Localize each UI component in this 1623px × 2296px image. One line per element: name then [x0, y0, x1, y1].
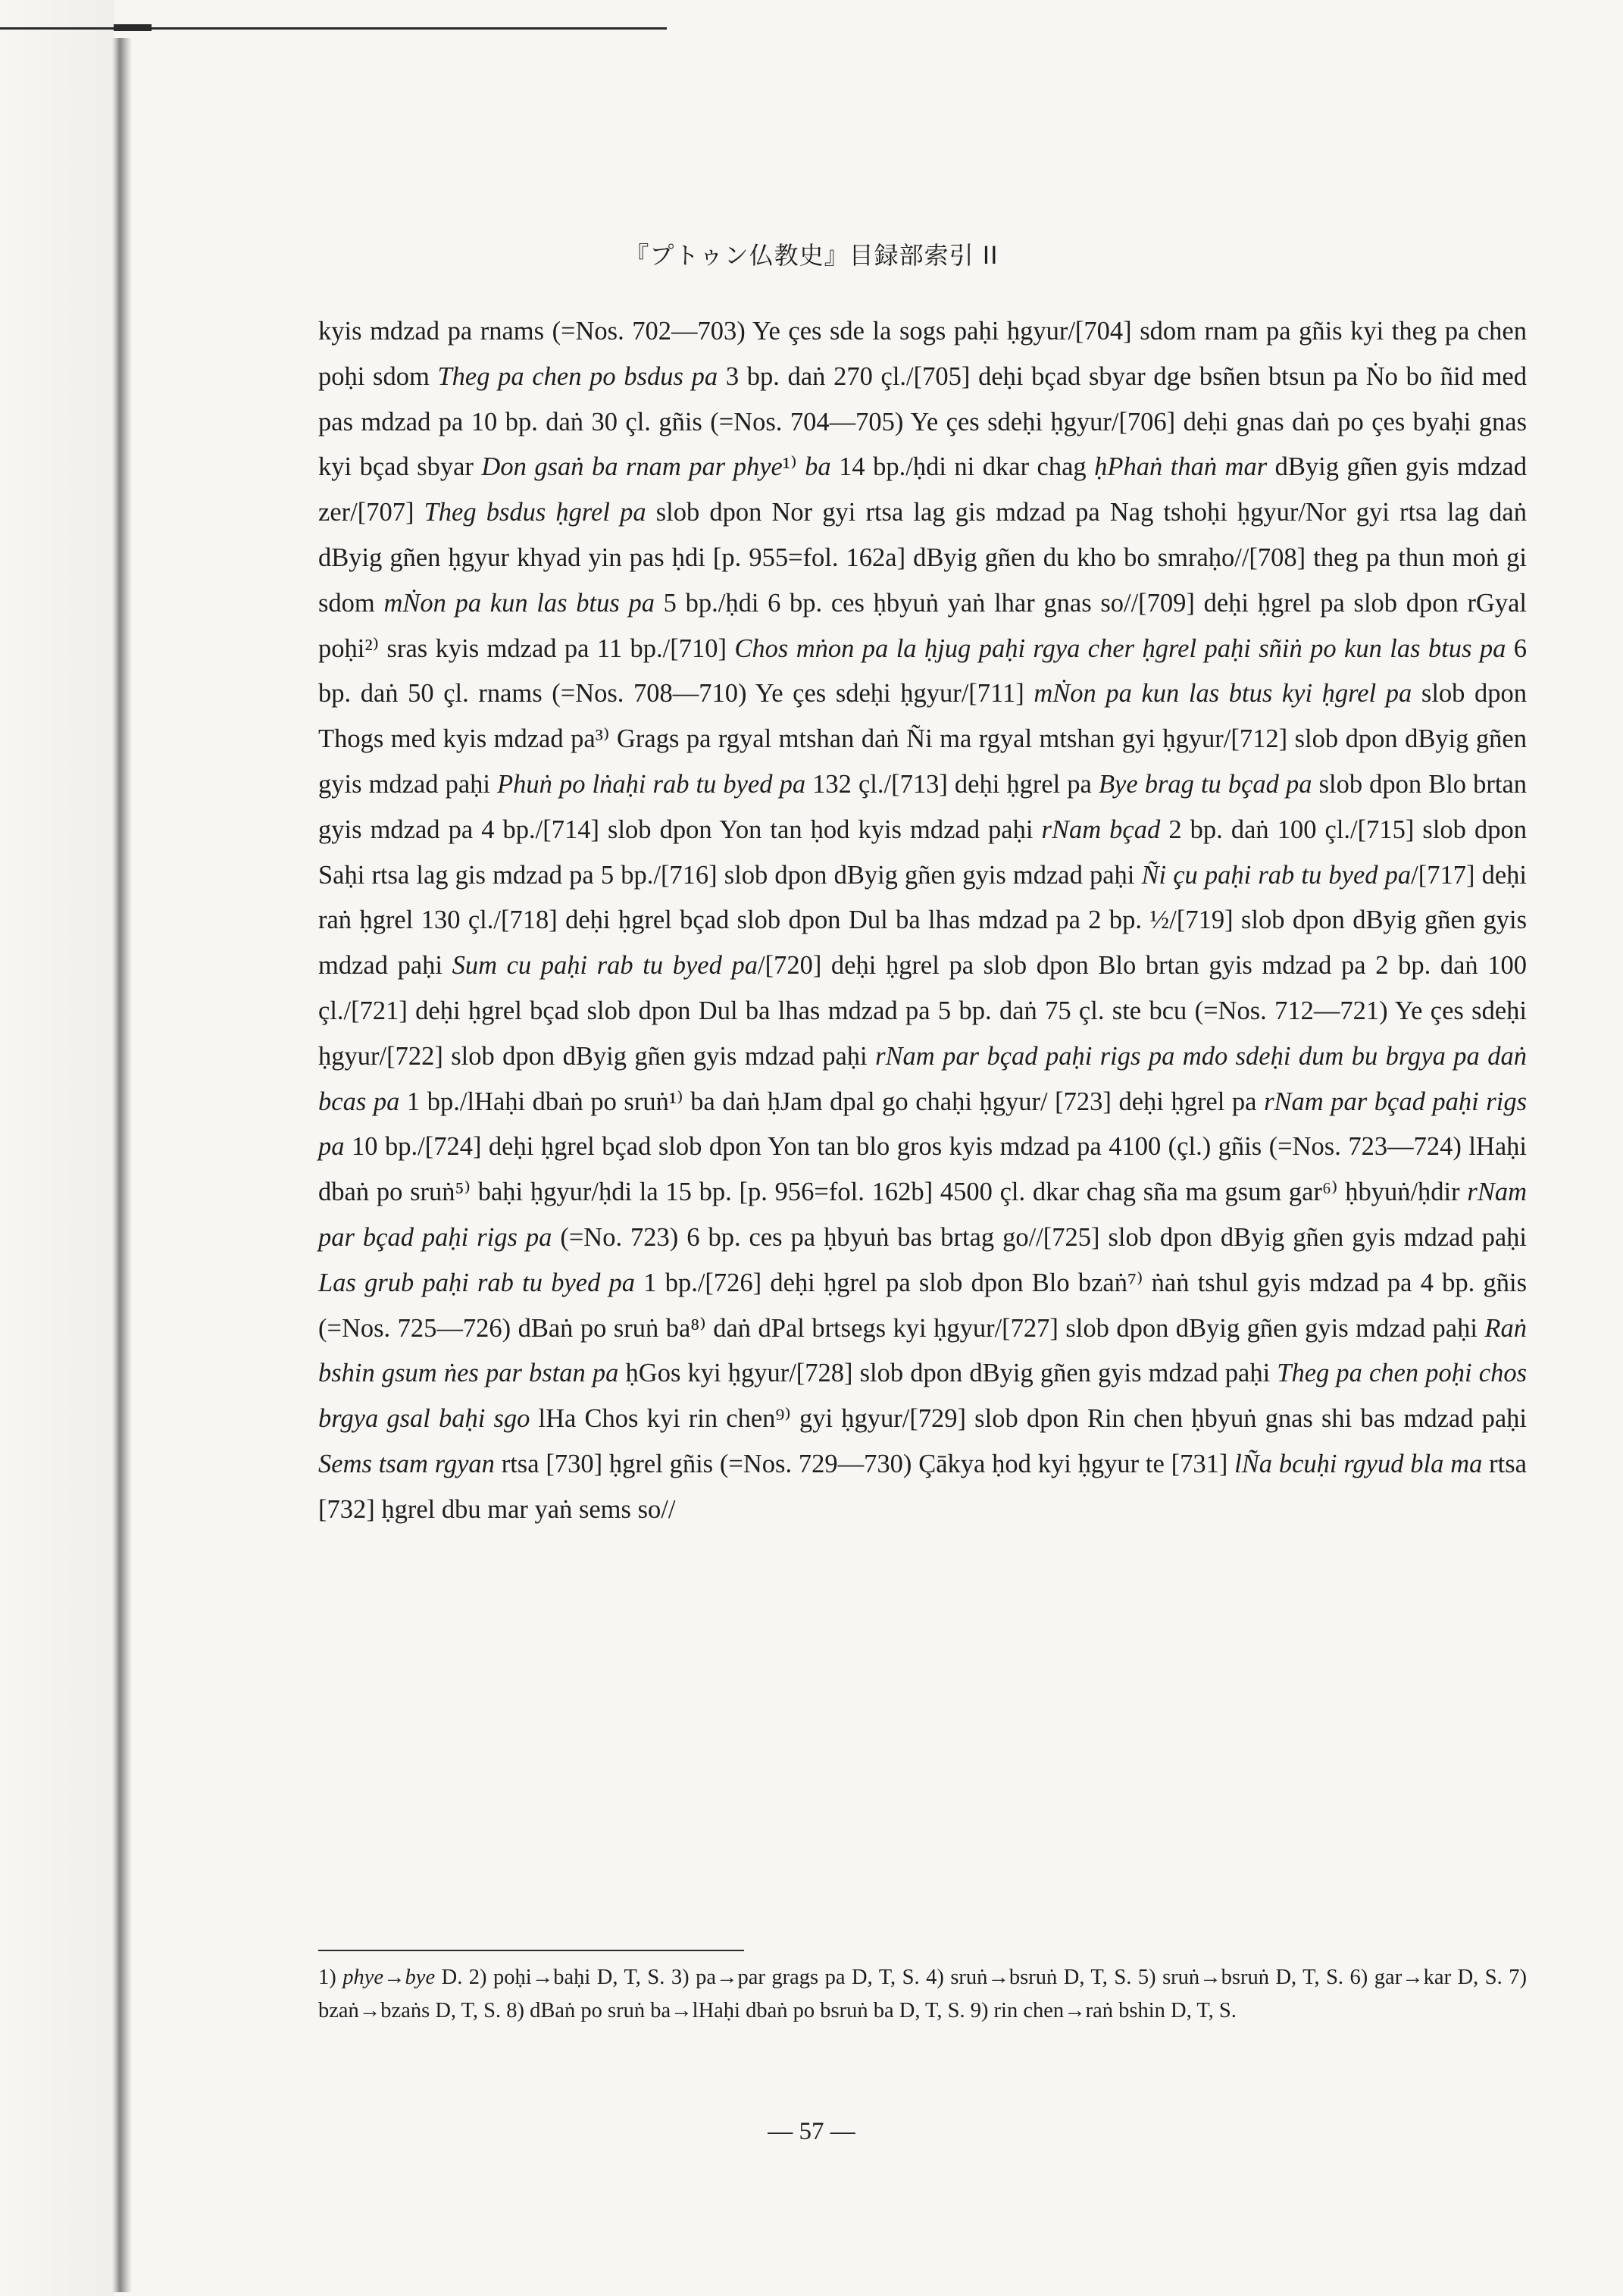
body-title-segment: mṄon pa kun las btus kyi ḥgrel pa	[1034, 679, 1412, 709]
body-segment: kyis mdzad pa rnams (=Nos. 702—703) Ye çes sde la sogs paḥi ḥgyur/[704] sdom rnam pa gñis kyi theg pa chen poḥi sdom	[318, 317, 1527, 391]
body-segment: 2 bp. daṅ 100 çl./[715] slob dpon Saḥi rtsa lag gis mdzad pa 5 bp./[716] slob dpon dByig gñen gyis mdzad paḥi	[318, 815, 1527, 890]
footnote-segment: 1)	[318, 1966, 343, 1989]
body-segment: dByig gñen gyis mdzad zer/[707]	[318, 452, 1527, 527]
body-segment: 10 bp./[724] deḥi ḥgrel bçad slob dpon Yon tan blo gros kyis mdzad pa 4100 (çl.) gñis (=Nos. 723—724) lHaḥi dbaṅ po sruṅ⁵⁾ baḥi ḥgyur/ḥdi la 15 bp. [p. 956=fol. 162b] 4500 çl. dkar chag sña ma gsum gar⁶⁾ ḥbyuṅ/ḥdir	[318, 1132, 1527, 1207]
body-title-segment: Theg pa chen po bsdus pa	[437, 361, 718, 391]
body-segment: slob dpon Nor gyi rtsa lag gis mdzad pa Nag tshoḥi ḥgyur/Nor gyi rtsa lag daṅ dByig gñen ḥgyur khyad yin pas ḥdi [p. 955=fol. 162a] dByig gñen du kho bo smraḥo//[708] theg pa thun moṅ gi sdom	[318, 498, 1527, 618]
body-title-segment: rNam par bçad paḥi rigs pa mdo sdeḥi dum bu brgya pa daṅ bcas pa	[318, 1041, 1527, 1116]
body-title-segment: Don gsaṅ ba rnam par phye	[481, 452, 783, 482]
body-segment: (=No. 723) 6 bp. ces pa ḥbyuṅ bas brtag go//[725] slob dpon dByig gñen gyis mdzad paḥi	[552, 1222, 1528, 1252]
footnotes	[318, 1961, 1527, 2028]
footnote-segment: D. 2) poḥi→baḥi D, T, S. 3) pa→par grags pa D, T, S. 4) sruṅ→bsruṅ D, T, S. 5) sruṅ→bsruṅ D, T, S. 6) gar→kar D, S. 7) bzaṅ→bzaṅs D, T, S. 8) dBaṅ po sruṅ ba→lHaḥi dbaṅ po bsruṅ ba D, T, S. 9) rin chen→raṅ bshin D, T, S.	[318, 1966, 1527, 2022]
page-binding-edge	[112, 38, 132, 2292]
body-title-segment: Sum cu paḥi rab tu byed pa	[452, 951, 758, 981]
body-title-segment: rNam bçad	[1041, 815, 1161, 844]
body-segment: 14 bp./ḥdi ni dkar chag	[830, 452, 1095, 482]
body-segment: 6 bp. daṅ 50 çl. rnams (=Nos. 708—710) Ye çes sdeḥi ḥgyur/[711]	[318, 633, 1528, 709]
body-segment: rtsa [732] ḥgrel dbu mar yaṅ sems so//	[318, 1449, 1527, 1524]
top-rule	[0, 27, 667, 30]
body-title-segment: Theg bsdus ḥgrel pa	[424, 498, 646, 527]
running-head: 『プトゥン仏教史』目録部索引 II	[624, 241, 999, 270]
body-title-segment: Las grub paḥi rab tu byed pa	[318, 1268, 636, 1297]
body-segment: lHa Chos kyi rin chen⁹⁾ gyi ḥgyur/[729] slob dpon Rin chen ḥbyuṅ gnas shi bas mdzad paḥi	[530, 1404, 1527, 1434]
body-title-segment: lÑa bcuḥi rgyud bla ma	[1234, 1449, 1483, 1478]
body-segment: ¹⁾	[782, 452, 805, 482]
binding-shadow	[0, 0, 114, 2296]
top-rule-mark	[114, 24, 152, 31]
body-title-segment: Phuṅ po lṅaḥi rab tu byed pa	[497, 769, 806, 799]
body-title-segment: Ñi çu paḥi rab tu byed pa	[1141, 860, 1412, 890]
page-number: — 57 —	[768, 2118, 855, 2145]
body-segment: slob dpon Thogs med kyis mdzad pa³⁾ Grags pa rgyal mtshan daṅ Ñi ma rgyal mtshan gyi ḥgyur/[712] slob dpon dByig gñen gyis mdzad paḥi	[318, 679, 1527, 799]
body-segment: /[720] deḥi ḥgrel pa slob dpon Blo brtan gyis mdzad pa 2 bp. daṅ 100 çl./[721] deḥi ḥgrel bçad slob dpon Dul ba lhas mdzad pa 5 bp. daṅ 75 çl. ste bcu (=Nos. 712—721) Ye çes sdeḥi ḥgyur/[722] slob dpon dByig gñen gyis mdzad paḥi	[318, 951, 1527, 1071]
body-segment: /[717] deḥi raṅ ḥgrel 130 çl./[718] deḥi ḥgrel bçad slob dpon Dul ba lhas mdzad pa 2 bp. ½/[719] slob dpon dByig gñen gyis mdzad paḥi	[318, 860, 1527, 981]
body-segment: 3 bp. daṅ 270 çl./[705] deḥi bçad sbyar dge bsñen btsun pa Ṅo bo ñid med pas mdzad pa 10 bp. daṅ 30 çl. gñis (=Nos. 704—705) Ye çes sdeḥi ḥgyur/[706] deḥi gnas daṅ po çes byaḥi gnas kyi bçad sbyar	[318, 361, 1527, 482]
body-segment: 1 bp./lHaḥi dbaṅ po sruṅ¹⁾ ba daṅ ḥJam dpal go chaḥi ḥgyur/ [723] deḥi ḥgrel pa	[399, 1087, 1265, 1116]
body-title-segment: Raṅ bshin gsum ṅes par bstan pa	[318, 1313, 1527, 1388]
body-title-segment: ḥPhaṅ thaṅ mar	[1094, 452, 1268, 482]
body-segment: rtsa [730] ḥgrel gñis (=Nos. 729—730) Çākya ḥod kyi ḥgyur te [731]	[494, 1449, 1235, 1478]
body-title-segment: mṄon pa kun las btus pa	[383, 588, 655, 618]
body-title-segment: Chos mṅon pa la ḥjug paḥi rgya cher ḥgrel paḥi sñiṅ po kun las btus pa	[734, 633, 1506, 663]
body-segment: 1 bp./[726] deḥi ḥgrel pa slob dpon Blo bzaṅ⁷⁾ ṅaṅ tshul gyis mdzad pa 4 bp. gñis (=Nos. 725—726) dBaṅ po sruṅ ba⁸⁾ daṅ dPal brtsegs kyi ḥgyur/[727] slob dpon dByig gñen gyis mdzad paḥi	[318, 1268, 1527, 1343]
footnote-title-segment: phye→bye	[342, 1966, 436, 1989]
body-segment: slob dpon Blo brtan gyis mdzad pa 4 bp./[714] slob dpon Yon tan ḥod kyis mdzad paḥi	[318, 769, 1528, 844]
footnote-rule	[318, 1950, 744, 1951]
body-title-segment: Bye brag tu bçad pa	[1098, 769, 1312, 799]
body-title-segment: rNam par bçad paḥi rigs pa	[318, 1087, 1527, 1162]
body-segment: 132 çl./[713] deḥi ḥgrel pa	[805, 769, 1099, 799]
body-title-segment: rNam par bçad paḥi rigs pa	[318, 1178, 1527, 1252]
body-title-segment: ba	[805, 452, 831, 482]
body-title-segment: Theg pa chen poḥi chos brgya gsal baḥi sgo	[318, 1359, 1527, 1434]
body-text	[318, 309, 1527, 1533]
body-title-segment: Sems tsam rgyan	[318, 1449, 495, 1478]
body-segment: ḥGos kyi ḥgyur/[728] slob dpon dByig gñen gyis mdzad paḥi	[618, 1359, 1277, 1388]
body-segment: 5 bp./ḥdi 6 bp. ces ḥbyuṅ yaṅ lhar gnas so//[709] deḥi ḥgrel pa slob dpon rGyal poḥi²⁾ sras kyis mdzad pa 11 bp./[710]	[318, 588, 1527, 663]
